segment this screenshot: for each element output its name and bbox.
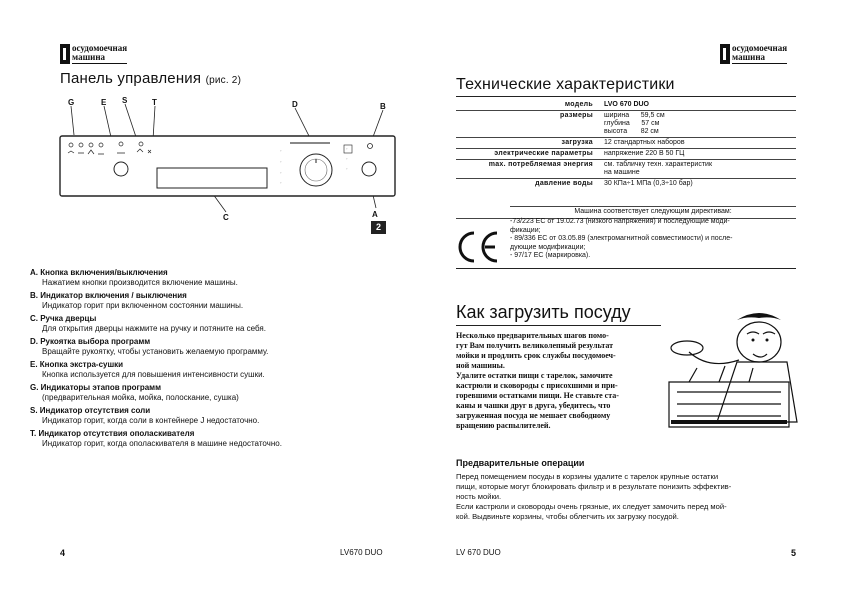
table-row: модель LVO 670 DUO <box>564 101 649 108</box>
intro-text: Несколько предварительных шагов помо- гут Вам получить великолепный результат мойки и продлить срок службы посудомоеч- ной машины. Удалите остатки пищи с тарелок, замочите кастрюли и сковороды с присохшими и при- горевшими остатками пищи. Не ставьте ста- каны и чашки друг в друга, убедитесь, что загруженная посуда не мешает свободному вращению распылителей. <box>456 331 619 430</box>
legend-item: C. Ручка дверцы Для открытия дверцы нажмите на ручку и потяните на себя. <box>30 314 266 333</box>
callout-t: T <box>152 98 157 107</box>
spec-title: Технические характеристики <box>456 76 675 93</box>
legend-item: B. Индикатор включения / выключения Индикатор горит при включенном состоянии машины. <box>30 291 244 310</box>
page-number: 4 <box>60 548 66 558</box>
callout-s: S <box>122 96 128 105</box>
logo-icon <box>720 44 730 64</box>
callout-c: C <box>223 213 229 222</box>
svg-text:◦: ◦ <box>346 166 348 171</box>
svg-text:◦: ◦ <box>280 159 282 164</box>
page-number: 5 <box>791 548 797 558</box>
directives-heading: Машина соответствует следующим директивам: <box>574 208 732 215</box>
svg-text:◦: ◦ <box>280 148 282 153</box>
divider <box>456 96 796 97</box>
woman-loading-dishwasher-illustration <box>659 312 799 432</box>
callout-e: E <box>101 98 107 107</box>
footer-model: LV 670 DUO <box>456 548 501 557</box>
brand-logo: осудомоечная машина <box>720 44 787 64</box>
legend-item: D. Рукоятка выбора программ Вращайте рукоятку, чтобы установить желаемую программу. <box>30 337 269 356</box>
legend-item: A. Кнопка включения/выключения Нажатием кнопки производится включение машины. <box>30 268 238 287</box>
callout-g: G <box>68 98 75 107</box>
table-row: давление воды 30 КПа÷1 МПа (0,3÷10 бар) <box>456 179 796 190</box>
right-page <box>421 0 842 595</box>
pre-operations-text: Перед помещением посуды в корзины удалите с тарелок крупные остатки пищи, которые могут блокировать фильтр и в результате понизить эффектив- ность мойки. Если кастрюли и сковороды очень грязные, их следует замочить перед мой- кой. Выдвиньте корзины, чтобы облегчить их загрузку посудой. <box>456 472 732 521</box>
loading-title: Как загрузить посуду <box>456 302 631 322</box>
legend-item: E. Кнопка экстра-сушки Кнопка используется для повышения интенсивности сушки. <box>30 360 265 379</box>
divider <box>456 268 796 269</box>
table-row: загрузка 12 стандартных наборов <box>456 138 796 149</box>
svg-text:◦: ◦ <box>346 146 348 151</box>
section-heading: Предварительные операции <box>456 458 585 468</box>
directives-list: -73/223 ЕС от 19.02.73 (низкого напряжения) и последующие моди- фикации; - 89/336 ЕС от 03.05.89 (электромагнитной совместимости) и после- дующие модификации; - 97/17 ЕС (маркировка). <box>510 218 733 259</box>
divider <box>456 325 661 326</box>
brand-logo: осудомоечная машина <box>60 44 127 64</box>
callout-a: A <box>372 210 378 219</box>
svg-text:◦: ◦ <box>280 180 282 185</box>
legend-item: G. Индикаторы этапов программ (предварительная мойка, мойка, полоскание, сушка) <box>30 383 239 402</box>
page-title: Панель управления (рис. 2) <box>60 70 242 87</box>
divider <box>510 206 796 207</box>
figure-number: 2 <box>371 221 386 234</box>
callout-d: D <box>292 100 298 109</box>
svg-text:◦: ◦ <box>346 156 348 161</box>
control-panel-diagram <box>0 0 421 260</box>
table-row: размеры ширина 59,5 см глубина 57 см высота 82 см <box>456 111 796 138</box>
controls-legend <box>30 268 360 452</box>
legend-item: S. Индикатор отсутствия соли Индикатор горит, когда соли в контейнере J недостаточно. <box>30 406 260 425</box>
table-row: электрические параметры напряжение 220 В 50 ГЦ <box>456 149 796 160</box>
callout-b: B <box>380 102 386 111</box>
footer-model: LV670 DUO <box>340 548 383 557</box>
legend-item: T. Индикатор отсутствия ополаскивателя Индикатор горит, когда ополаскивателя в машине недостаточно. <box>30 429 282 448</box>
svg-text:◦: ◦ <box>280 170 282 175</box>
spec-table <box>456 100 796 189</box>
table-row: max. потребляемая энергия см. табличку техн. характеристик на машине <box>456 160 796 179</box>
